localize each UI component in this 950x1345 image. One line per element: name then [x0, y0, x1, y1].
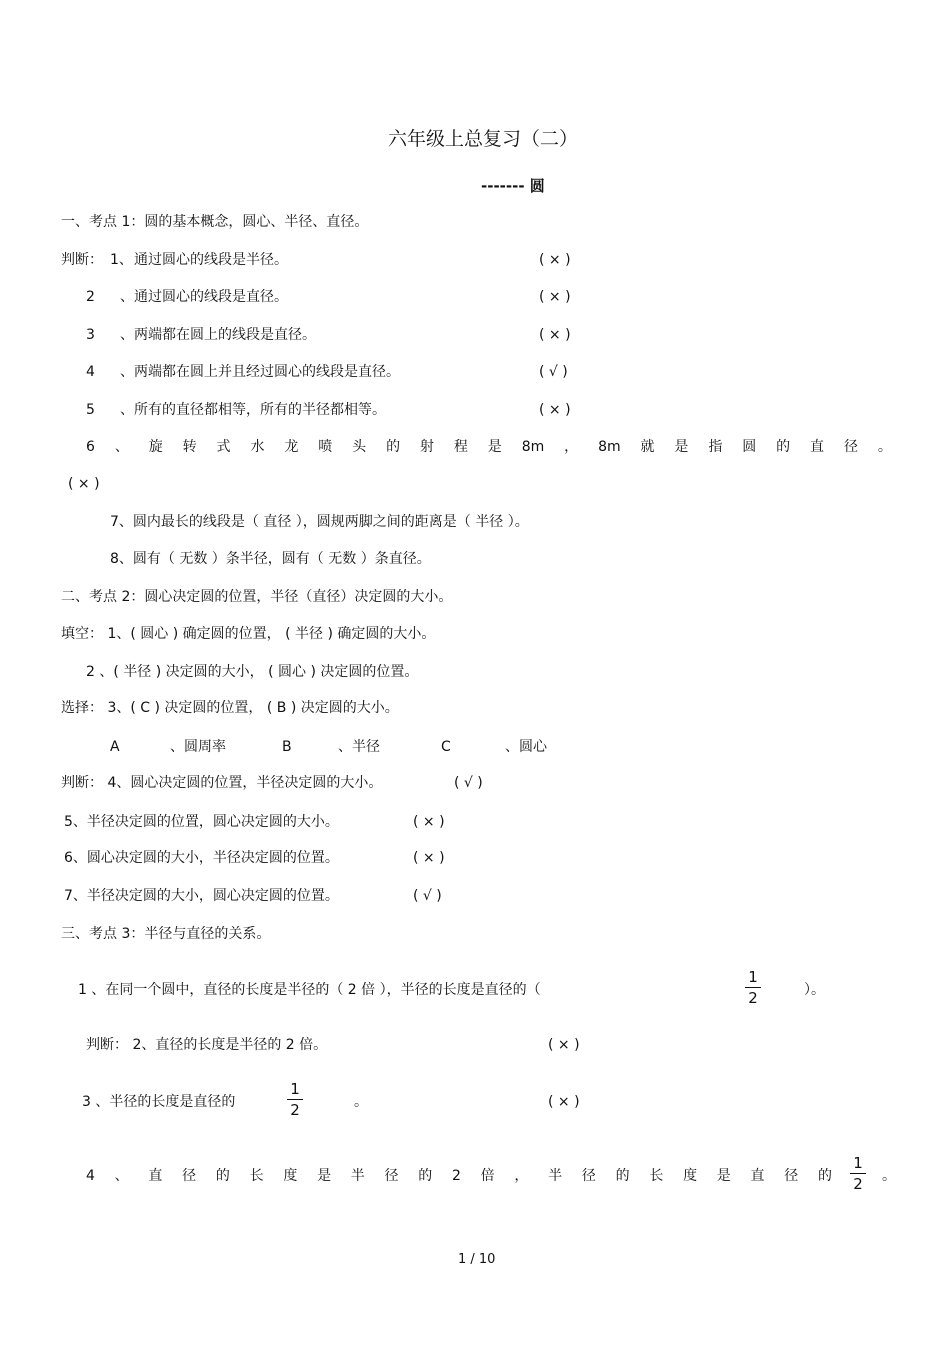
judge-item-3-answer: ( × )	[539, 327, 571, 343]
question-3-4-spread	[86, 1167, 832, 1185]
fill-question-2: 2 、( 半径 ) 决定圆的大小， ( 圆心 ) 决定圆的位置。	[86, 664, 419, 680]
judge-item-3-text: 、两端都在圆上的线段是直径。	[120, 327, 316, 343]
judge-question-3-2: 判断： 2、直径的长度是半径的 2 倍。	[86, 1037, 328, 1053]
judge-item-6-char: 龙	[284, 439, 299, 455]
judge-item-2-no: 2	[86, 289, 95, 305]
question-3-4-char: 4	[86, 1168, 95, 1184]
fraction-denominator: 2	[748, 989, 758, 1007]
fill-question-3-1-end: ）。	[804, 982, 825, 998]
judge-item-6-spread	[86, 438, 892, 456]
judge-item-5-answer: ( × )	[539, 402, 571, 418]
judge-question-6: 6、圆心决定圆的大小，半径决定圆的位置。	[64, 850, 339, 866]
judge-item-6-char: 直	[810, 439, 825, 455]
fill-question-3-1: 1 、在同一个圆中，直径的长度是半径的（ 2 倍 ），半径的长度是直径的（	[78, 982, 541, 998]
question-3-4-char: 直	[148, 1168, 163, 1184]
section2-heading: 二、考点 2：圆心决定圆的位置，半径（直径）决定圆的大小。	[61, 589, 453, 605]
section3-heading: 三、考点 3：半径与直径的关系。	[61, 926, 271, 942]
fraction-bar	[745, 987, 761, 988]
judge-item-6-char: 是	[487, 439, 502, 455]
judge-label: 判断：	[61, 252, 103, 268]
judge-item-6-char: 就	[640, 439, 655, 455]
judge-item-6-char: 喷	[318, 439, 333, 455]
question-3-4-char: 长	[649, 1168, 664, 1184]
fill-question-1: 填空： 1、( 圆心 ) 确定圆的位置， ( 半径 ) 确定圆的大小。	[61, 626, 436, 642]
fraction-numerator: 1	[290, 1080, 300, 1098]
judge-question-5-answer: ( × )	[413, 814, 445, 830]
judge-question-3-3: 3 、半径的长度是直径的	[82, 1094, 236, 1110]
judge-item-6-char: 指	[708, 439, 723, 455]
judge-item-6-char: 圆	[742, 439, 757, 455]
question-3-4-char: ，	[514, 1168, 529, 1184]
judge-question-7: 7、半径决定圆的大小，圆心决定圆的位置。	[64, 888, 339, 904]
page-number: 1 / 10	[458, 1252, 496, 1267]
page-subtitle: ------- 圆	[481, 177, 545, 195]
judge-item-6-char: ，	[564, 439, 579, 455]
judge-question-6-answer: ( × )	[413, 850, 445, 866]
judge-item-3-no: 3	[86, 327, 95, 343]
question-3-4-end: 。	[882, 1168, 896, 1184]
judge-item-4-text: 、两端都在圆上并且经过圆心的线段是直径。	[120, 364, 400, 380]
judge-item-1-text: 通过圆心的线段是半径。	[134, 252, 288, 268]
judge-item-6-char: 、	[114, 439, 129, 455]
judge-item-6-char: 水	[250, 439, 265, 455]
judge-item-6-char: 的	[386, 439, 401, 455]
judge-item-6-answer: ( × )	[68, 476, 100, 492]
judge-item-6-char: 6	[86, 439, 95, 455]
question-3-4-char: 倍	[480, 1168, 495, 1184]
judge-item-4-no: 4	[86, 364, 95, 380]
judge-item-4-answer: ( √ )	[539, 364, 568, 380]
question-3-4-char: 度	[283, 1168, 298, 1184]
fraction-bar	[850, 1173, 866, 1174]
fraction-one-half	[287, 1081, 303, 1118]
question-3-4-char: 径	[784, 1168, 799, 1184]
fraction-one-half	[745, 969, 761, 1006]
judge-item-6-char: 8m	[598, 439, 621, 455]
fill-item-8: 8、圆有（ 无数 ）条半径，圆有（ 无数 ）条直径。	[110, 551, 431, 567]
question-3-4-char: 的	[418, 1168, 433, 1184]
question-3-4-char: 的	[215, 1168, 230, 1184]
question-3-4-char: 半	[548, 1168, 563, 1184]
question-3-4-char: 2	[452, 1168, 461, 1184]
judge-item-6-char: 径	[843, 439, 858, 455]
fill-item-7: 7、圆内最长的线段是（ 直径 ），圆规两脚之间的距离是（ 半径 ）。	[110, 514, 529, 530]
judge-question-3-3-end: 。	[354, 1094, 368, 1110]
judge-question-4: 判断： 4、圆心决定圆的位置，半径决定圆的大小。	[61, 775, 383, 791]
fraction-one-half	[850, 1155, 866, 1192]
judge-question-7-answer: ( √ )	[413, 888, 442, 904]
judge-question-3-2-answer: ( × )	[548, 1037, 580, 1053]
choice-question-3: 选择： 3、( C ) 决定圆的位置， ( B ) 决定圆的大小。	[61, 700, 399, 716]
judge-item-1-answer: ( × )	[539, 252, 571, 268]
question-3-4-char: 是	[317, 1168, 332, 1184]
question-3-4-char: 半	[350, 1168, 365, 1184]
judge-item-5-text: 、所有的直径都相等，所有的半径都相等。	[120, 402, 386, 418]
question-3-4-char: 径	[384, 1168, 399, 1184]
option-b-text: 、半径	[338, 739, 380, 755]
judge-item-5-no: 5	[86, 402, 95, 418]
judge-item-6-char: 是	[674, 439, 689, 455]
option-c-text: 、圆心	[505, 739, 547, 755]
judge-item-6-char: 的	[776, 439, 791, 455]
judge-item-6-char: 射	[419, 439, 434, 455]
fraction-bar	[287, 1099, 303, 1100]
section1-heading: 一、考点 1：圆的基本概念，圆心、半径、直径。	[61, 214, 369, 230]
judge-item-6-char: 。	[877, 439, 892, 455]
judge-item-6-char: 头	[352, 439, 367, 455]
judge-item-6-char: 程	[453, 439, 468, 455]
question-3-4-char: 的	[615, 1168, 630, 1184]
judge-question-5: 5、半径决定圆的位置，圆心决定圆的大小。	[64, 814, 339, 830]
judge-item-1-no: 1、	[110, 252, 133, 268]
question-3-4-char: 度	[683, 1168, 698, 1184]
question-3-4-char: 的	[818, 1168, 832, 1184]
option-c-letter: C	[441, 739, 451, 755]
question-3-4-char: 直	[750, 1168, 765, 1184]
judge-item-6-char: 旋	[148, 439, 163, 455]
question-3-4-char: 是	[716, 1168, 731, 1184]
question-3-4-char: 径	[182, 1168, 197, 1184]
fraction-denominator: 2	[853, 1175, 863, 1193]
judge-item-6-char: 式	[216, 439, 231, 455]
option-a-letter: A	[110, 739, 120, 755]
judge-item-6-char: 转	[182, 439, 197, 455]
question-3-4-char: 、	[114, 1168, 129, 1184]
fraction-denominator: 2	[290, 1101, 300, 1119]
option-b-letter: B	[282, 739, 292, 755]
judge-question-4-answer: ( √ )	[454, 775, 483, 791]
fraction-numerator: 1	[853, 1154, 863, 1172]
judge-item-2-answer: ( × )	[539, 289, 571, 305]
judge-item-2-text: 、通过圆心的线段是直径。	[120, 289, 288, 305]
fraction-numerator: 1	[748, 968, 758, 986]
question-3-4-char: 径	[581, 1168, 596, 1184]
judge-question-3-3-answer: ( × )	[548, 1094, 580, 1110]
option-a-text: 、圆周率	[170, 739, 226, 755]
judge-item-6-char: 8m	[521, 439, 545, 455]
question-3-4-char: 长	[249, 1168, 264, 1184]
page-title: 六年级上总复习（二）	[388, 128, 579, 150]
